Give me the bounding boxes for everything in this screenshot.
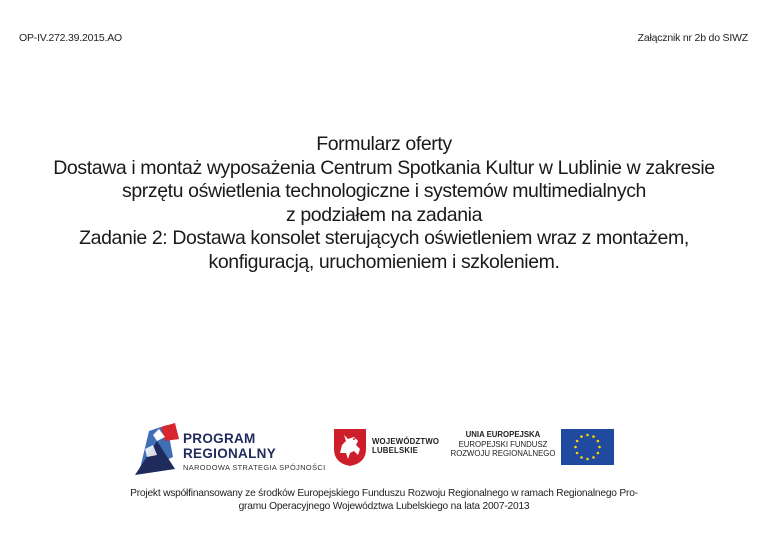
eu-flag-icon — [561, 429, 614, 465]
reference-number: OP-IV.272.39.2015.AO — [19, 32, 123, 44]
attachment-label: Załącznik nr 2b do SIWZ — [637, 32, 748, 44]
eu-logo-text — [448, 430, 558, 459]
cofinancing-note — [130, 487, 638, 513]
program-logo-title: PROGRAM — [183, 431, 256, 446]
title-line: Zadanie 2: Dostawa konsolet sterujących oświetleniem wraz z montażem, — [79, 227, 689, 250]
lubelskie-coat-of-arms-icon — [332, 427, 368, 467]
document-title — [30, 133, 738, 275]
footer-line: gramu Operacyjnego Województwa Lubelskiego na lata 2007-2013 — [238, 501, 530, 512]
title-line: Formularz oferty — [316, 133, 452, 155]
lubelskie-logo-line2: LUBELSKIE — [372, 446, 418, 455]
eu-logo-line1: UNIA EUROPEJSKA — [465, 430, 541, 439]
title-line: z podziałem na zadania — [285, 203, 483, 226]
title-line: sprzętu oświetlenia technologiczne i systemów multimedialnych — [121, 180, 647, 203]
eu-logo-line2: EUROPEJSKI FUNDUSZ — [458, 439, 548, 449]
program-logo-tagline: NARODOWA STRATEGIA SPÓJNOŚCI — [183, 463, 326, 472]
title-line: Dostawa i montaż wyposażenia Centrum Spotkania Kultur w Lublinie w zakresie — [53, 156, 715, 179]
footer-line: Projekt współfinansowany ze środków Europejskiego Funduszu Rozwoju Regionalnego w ramach Regionalnego Pro- — [130, 488, 638, 499]
program-logo-subtitle: REGIONALNY — [183, 446, 277, 461]
title-line: konfiguracją, uruchomieniem i szkoleniem. — [208, 250, 560, 273]
lubelskie-logo-line1: WOJEWÓDZTWO — [372, 437, 440, 446]
eu-logo-line3: ROZWOJU REGIONALNEGO — [450, 449, 556, 459]
